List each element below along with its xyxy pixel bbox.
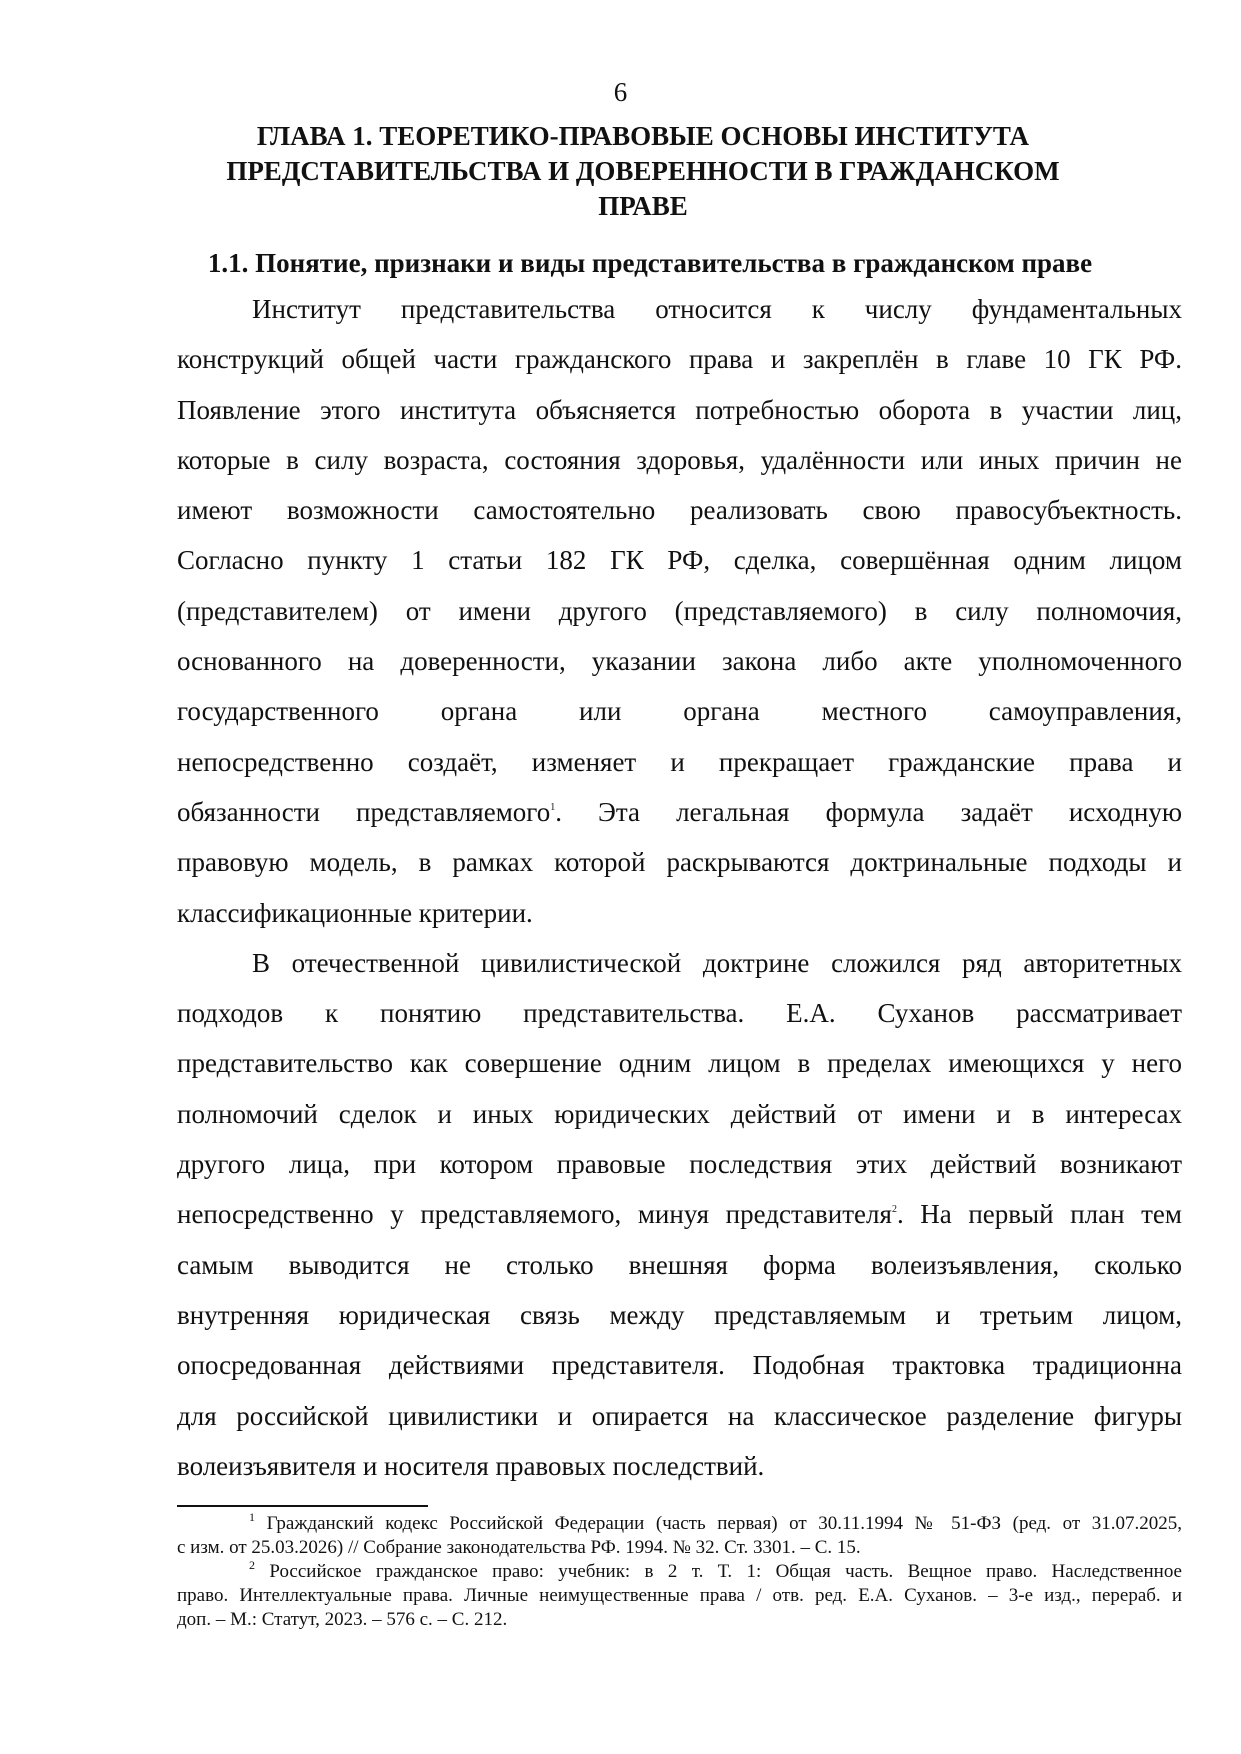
footnote-number: 2 xyxy=(249,1558,255,1572)
text-line: государственного органа или органа местного самоуправления, xyxy=(177,696,1182,727)
text-line: непосредственно создаёт, изменяет и прекращает гражданские права и xyxy=(177,746,1182,777)
footnote xyxy=(177,1512,1182,1560)
footnote-text: Гражданский кодекс Российской Федерации (часть первая) от 30.11.1994 № 51-ФЗ (ред. от 31.07.2025, xyxy=(266,1513,1183,1534)
text-line: другого лица, при котором правовые последствия этих действий возникают xyxy=(177,1149,1182,1180)
footnote-line xyxy=(177,1560,1182,1584)
text-line: В отечественной цивилистической доктрине сложился ряд авторитетных xyxy=(252,947,1182,978)
text-line: волеизъявителя и носителя правовых последствий. xyxy=(177,1450,765,1481)
text-segment: непосредственно у представляемого, минуя представителя xyxy=(177,1199,892,1230)
footnote-line xyxy=(177,1512,1182,1536)
text-segment: . Эта легальная формула задаёт исходную xyxy=(555,796,1182,827)
text-line: правовую модель, в рамках которой раскрываются доктринальные подходы и xyxy=(177,847,1182,878)
footnote-text: Российское гражданское право: учебник: в 2 т. Т. 1: Общая часть. Вещное право. Наследственное xyxy=(269,1561,1182,1582)
paragraph xyxy=(177,284,1182,938)
text-segment: . На первый план тем xyxy=(896,1199,1183,1230)
chapter-title-line: ПРЕДСТАВИТЕЛЬСТВА И ДОВЕРЕННОСТИ В ГРАЖДАНСКОМ xyxy=(226,156,1060,186)
text-line-with-footnote xyxy=(177,1189,1182,1239)
footnote xyxy=(177,1560,1182,1632)
text-line: Согласно пункту 1 статьи 182 ГК РФ, сделка, совершённая одним лицом xyxy=(177,545,1182,576)
section-title: 1.1. Понятие, признаки и виды представительства в гражданском праве xyxy=(207,248,1093,278)
chapter-title xyxy=(190,119,1096,224)
text-line: классификационные критерии. xyxy=(177,897,533,928)
body-text xyxy=(177,284,1182,1491)
text-line: Институт представительства относится к числу фундаментальных xyxy=(252,294,1182,324)
chapter-title-line: ПРАВЕ xyxy=(598,191,688,221)
text-line: которые в силу возраста, состояния здоровья, удалённости или иных причин не xyxy=(177,444,1182,475)
page-number: 6 xyxy=(613,77,628,107)
text-line: представительство как совершение одним лицом в пределах имеющихся у него xyxy=(177,1048,1182,1079)
text-line: для российской цивилистики и опирается на классическое разделение фигуры xyxy=(177,1400,1182,1431)
footnote-line: доп. – М.: Статут, 2023. – 576 с. – С. 212. xyxy=(177,1609,508,1630)
text-line: подходов к понятию представительства. Е.А. Суханов рассматривает xyxy=(177,998,1182,1029)
footnotes xyxy=(177,1512,1182,1632)
text-line-with-footnote xyxy=(177,787,1182,837)
text-line: Появление этого института объясняется потребностью оборота в участии лиц, xyxy=(177,394,1182,425)
text-line: (представителем) от имени другого (представляемого) в силу полномочия, xyxy=(177,595,1182,626)
text-line: основанного на доверенности, указании закона либо акте уполномоченного xyxy=(177,646,1182,677)
paragraph xyxy=(177,938,1182,1491)
text-line: самым выводится не столько внешняя форма волеизъявления, сколько xyxy=(177,1249,1182,1280)
text-line: опосредованная действиями представителя. Подобная трактовка традиционна xyxy=(177,1350,1182,1381)
text-line: конструкций общей части гражданского права и закреплён в главе 10 ГК РФ. xyxy=(177,344,1182,375)
footnote-reference[interactable]: 1 xyxy=(550,801,556,813)
footnote-line: с изм. от 25.03.2026) // Собрание законодательства РФ. 1994. № 32. Ст. 3301. – С. 15. xyxy=(177,1537,861,1558)
footnote-line: право. Интеллектуальные права. Личные неимущественные права / отв. ред. Е.А. Суханов. – 3-е изд., перераб. и xyxy=(177,1585,1182,1606)
footnote-reference[interactable]: 2 xyxy=(891,1204,897,1216)
footnote-number: 1 xyxy=(249,1510,255,1524)
footnote-separator xyxy=(177,1505,428,1507)
text-line: имеют возможности самостоятельно реализовать свою правосубъектность. xyxy=(177,495,1182,526)
text-line: внутренняя юридическая связь между представляемым и третьим лицом, xyxy=(177,1299,1182,1330)
chapter-title-line: ГЛАВА 1. ТЕОРЕТИКО-ПРАВОВЫЕ ОСНОВЫ ИНСТИТУТА xyxy=(256,121,1030,151)
text-line: полномочий сделок и иных юридических действий от имени и в интересах xyxy=(177,1098,1182,1129)
text-segment: обязанности представляемого xyxy=(177,796,551,827)
